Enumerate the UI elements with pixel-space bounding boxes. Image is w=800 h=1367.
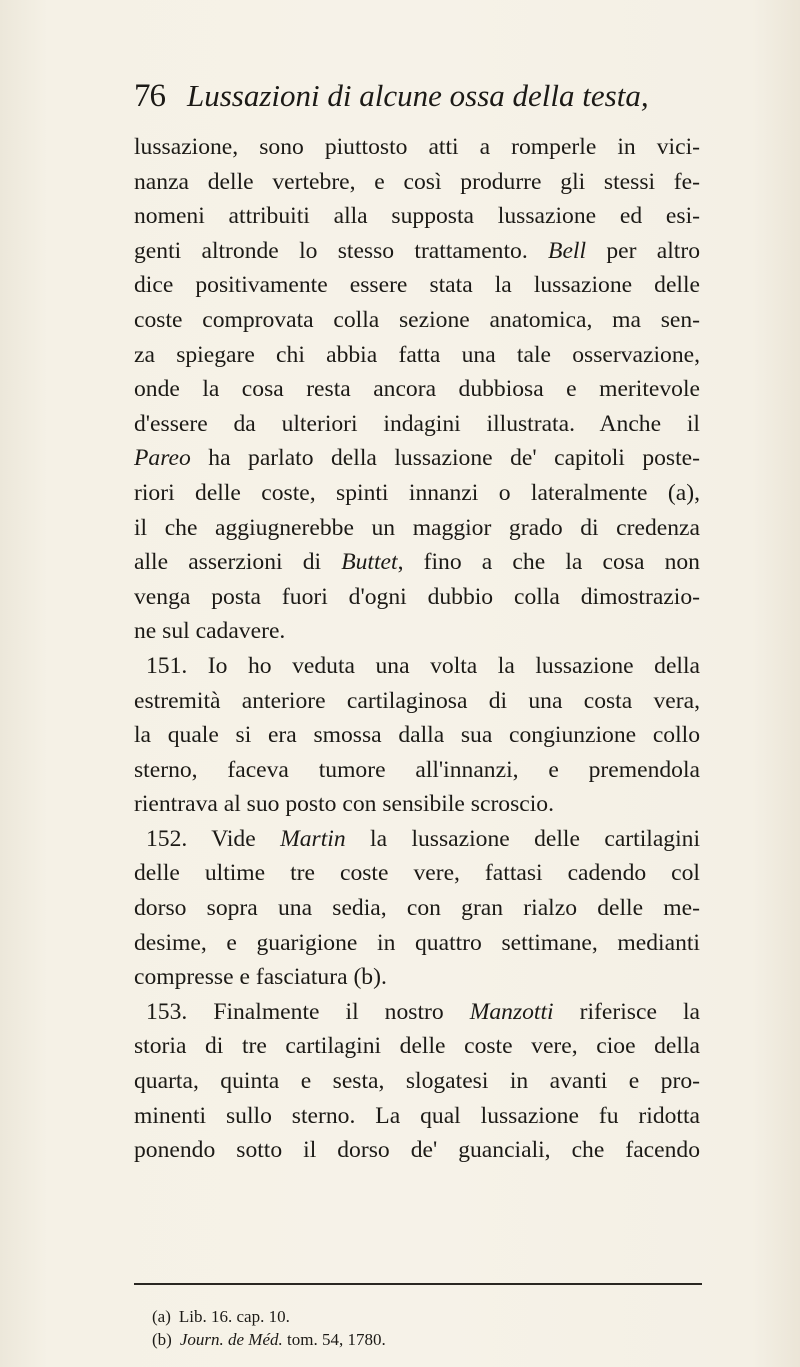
running-title: Lussazioni di alcune ossa della testa, xyxy=(187,78,649,113)
text-line: Pareo ha parlato della lussazione de' capitoli poste- xyxy=(134,445,700,472)
footnote-marker: (b) xyxy=(152,1330,172,1349)
page-number: 76 xyxy=(134,78,165,114)
text-line: sterno, faceva tumore all'innanzi, e premendola xyxy=(134,756,700,783)
italic-name: Bell xyxy=(548,237,587,264)
text-line: desime, e guarigione in quattro settimane, medianti xyxy=(134,929,700,956)
text-line: dorso sopra una sedia, con gran rialzo delle me- xyxy=(134,895,700,922)
text-line: rientrava al suo posto con sensibile scroscio. xyxy=(134,791,554,818)
text-line: il che aggiugnerebbe un maggior grado di credenza xyxy=(134,514,700,541)
text-line: d'essere da ulteriori indagini illustrata. Anche il xyxy=(134,410,700,437)
text-line: coste comprovata colla sezione anatomica, ma sen- xyxy=(134,306,700,333)
text-line: quarta, quinta e sesta, slogatesi in avanti e pro- xyxy=(134,1068,700,1095)
text-line: dice positivamente essere stata la lussazione delle xyxy=(134,272,700,299)
footnote-text: Lib. 16. cap. 10. xyxy=(178,1307,290,1326)
text-line: genti altronde lo stesso trattamento. Bell per altro xyxy=(134,237,700,264)
text-line: 153. Finalmente il nostro Manzotti riferisce la xyxy=(146,998,700,1025)
italic-name: Martin xyxy=(280,825,346,852)
italic-name: Manzotti xyxy=(469,998,554,1025)
text-line: ne sul cadavere. xyxy=(134,618,286,645)
text-line: nomeni attribuiti alla supposta lussazione ed esi- xyxy=(134,203,700,230)
text-line: 151. Io ho veduta una volta la lussazione della xyxy=(146,652,700,679)
text-line: compresse e fasciatura (b). xyxy=(134,964,387,991)
italic-name: Buttet xyxy=(341,549,398,576)
footnote-journal: Journ. de Méd. xyxy=(179,1330,283,1349)
footnote-text: tom. 54, 1780. xyxy=(287,1330,386,1349)
footnote-marker: (a) xyxy=(152,1307,171,1326)
text-line: la quale si era smossa dalla sua congiunzione collo xyxy=(134,722,700,749)
text-line: storia di tre cartilagini delle coste vere, cioe della xyxy=(134,1033,700,1060)
text-line: minenti sullo sterno. La qual lussazione fu ridotta xyxy=(134,1102,700,1129)
footnote-rule xyxy=(134,1283,702,1285)
italic-name: Pareo xyxy=(134,445,191,472)
text-line: ponendo sotto il dorso de' guanciali, che facendo xyxy=(134,1137,700,1164)
text-line: onde la cosa resta ancora dubbiosa e meritevole xyxy=(134,376,700,403)
text-line: estremità anteriore cartilaginosa di una costa vera, xyxy=(134,687,700,714)
text-line: delle ultime tre coste vere, fattasi cadendo col xyxy=(134,860,700,887)
body-text xyxy=(134,130,700,1168)
footnotes xyxy=(152,1305,692,1351)
running-head xyxy=(134,78,694,118)
text-line: lussazione, sono piuttosto atti a romperle in vici- xyxy=(134,134,700,160)
text-line: 152. Vide Martin la lussazione delle cartilagini xyxy=(146,825,700,852)
footnote-a xyxy=(152,1305,692,1328)
text-line: venga posta fuori d'ogni dubbio colla dimostrazio- xyxy=(134,583,700,610)
text-line: alle asserzioni di Buttet, fino a che la cosa non xyxy=(134,549,700,576)
text-line: nanza delle vertebre, e così produrre gli stessi fe- xyxy=(134,168,700,195)
text-line: za spiegare chi abbia fatta una tale osservazione, xyxy=(134,341,700,368)
text-line: riori delle coste, spinti innanzi o lateralmente (a), xyxy=(134,479,700,506)
footnote-b xyxy=(152,1328,692,1351)
